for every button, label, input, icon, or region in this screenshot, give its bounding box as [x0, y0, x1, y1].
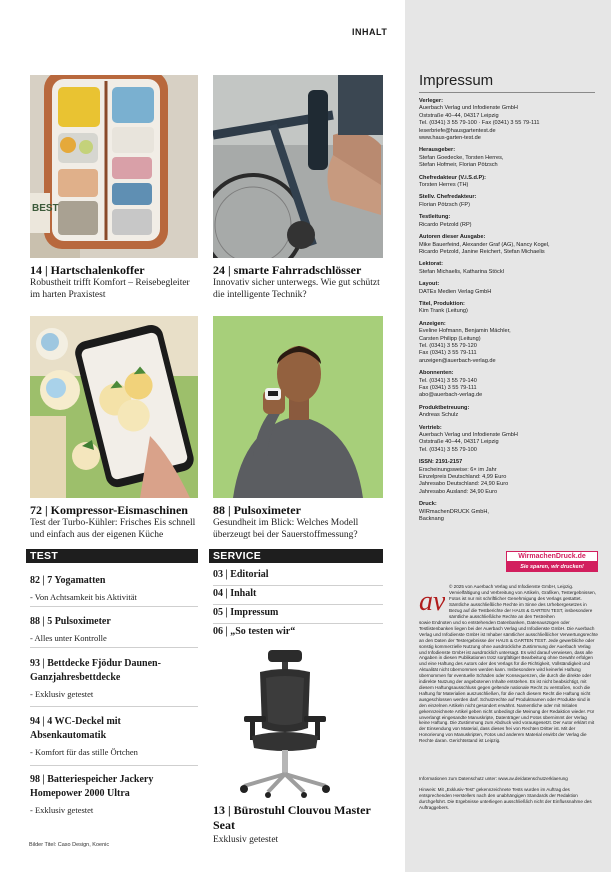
impressum-heading: Verleger:: [419, 98, 443, 104]
impressum-block: [419, 214, 599, 229]
impressum-block: [419, 98, 599, 142]
ice-cream-photo: [30, 316, 198, 498]
impressum-block: [419, 234, 599, 256]
impressum-line: Tel. (0341) 3 55 79-140: [419, 377, 477, 384]
service-item-inhalt[interactable]: 04 | Inhalt: [213, 588, 257, 599]
divider: [30, 706, 198, 707]
suitcase-brand-text: BEST: [32, 203, 59, 214]
service-section-bar: SERVICE: [209, 549, 383, 563]
impressum-heading: Druck:: [419, 501, 437, 508]
chair-illustration: [230, 650, 340, 798]
impressum-line: Stefan Goedecke, Torsten Herres,: [419, 154, 504, 161]
impressum-heading: Titel, Produktion:: [419, 300, 465, 307]
feature-title: 72 | Kompressor-Eismaschinen: [30, 503, 188, 517]
impressum-email-link[interactable]: anzeigen@auerbach-verlag.de: [419, 357, 496, 364]
toc-item-desc: - Komfort für das stille Örtchen: [30, 747, 138, 757]
legal-notice-long: sowie Endnoten und so entstehenden Datenbanken, Datenauszügen oder Testlistenbanken liegen bei der Auerbach Verlag und Infodienste GmbH. Die Auerbach Verlag und Infodienste GmbH ist Inhaber sämtlicher ausschließlicher Verwertungsrechte an den Daten der Testergebnisse der HAUS & GARTEN TEST. Jede gewerbliche oder sonstig kommerzielle Nutzung ohne ausdrückliche Zustimmung der Auerbach Verlag und Infodienste GmbH ist ausdrücklich untersagt. Es wird darauf verwiesen, dass alle Angaben in diesen Publikationen trotz sorgfältiger Bearbeitung ohne Gewähr erfolgen und eine Haftung des Autors oder des Verlags für die Richtigkeit, Vollständigkeit und Aktualität nicht übernommen werden kann. Insbesondere wird keinerlei Haftung übernommen für eventuelle Schäden oder Konsequenzen, die durch die direkte oder indirekte Nutzung der angebotenen Inhalte entstehen. Es ist nicht beabsichtigt, mit diesem Haftungsausschluss gegen geltende nationale Recht zu verstoßen, noch die Haftung für Materialien auszuschließen, für die nach diesem Recht die Haftung nicht ausgeschlossen werden darf. Schutzrechte auf Produktnamen oder Produkte sind in den einzelnen Artikeln nicht gesondert erwähnt. Namentliche oder mit Initialen gekennzeichnete Artikel geben nicht unbedingt die Meinung der Redaktion wieder. Für unverlangt eingesandte Manuskripte, Datenträger und Fotos übernimmt der Verlag keine Haftung. Die Zustimmung zum Abdruck wird vorausgesetzt. Der Autor erklärt mit der Einsendung von Material, dass dieses frei von Rechten Dritter ist. Mit der Honorierung von Manuskripten, Fotos und anderem Material erwirbt der Verlag die Rechte daran. Gerichtsstand ist Leipzig.: [419, 620, 598, 744]
feature-ice-cream-makers[interactable]: [30, 503, 198, 541]
impressum-block: [419, 281, 599, 296]
impressum-line: Kim Trank (Leitung): [419, 308, 468, 315]
feature-title: 24 | smarte Fahrradschlösser: [213, 263, 362, 277]
impressum-line: Backnang: [419, 516, 444, 523]
impressum-block: [419, 459, 599, 496]
divider: [30, 765, 198, 766]
feature-description: Exklusiv getestet: [213, 835, 279, 845]
feature-description: Test der Turbo-Kühler: Frisches Eis schnell und einfach aus der eigenen Küche: [30, 518, 196, 540]
toc-item[interactable]: [30, 574, 198, 603]
impressum-line: Andreas Schulz: [419, 412, 459, 419]
impressum-divider: [419, 92, 595, 93]
feature-pulse-oximeter[interactable]: [213, 503, 383, 541]
toc-item[interactable]: [30, 715, 198, 758]
impressum-website-link[interactable]: www.haus-garten-test.de: [419, 135, 481, 142]
test-section-bar: TEST: [26, 549, 198, 563]
ice-cream-illustration: [30, 316, 198, 498]
section-header-label: INHALT: [352, 27, 388, 37]
impressum-heading: Anzeigen:: [419, 320, 446, 327]
service-item-editorial[interactable]: 03 | Editorial: [213, 569, 269, 580]
printer-logo-tagline: Sie sparen, wir drucken!: [506, 562, 598, 572]
impressum-email-link[interactable]: leserbriefe@hausgartentest.de: [419, 127, 496, 134]
toc-item-desc: - Exklusiv getestet: [30, 689, 94, 699]
impressum-heading: Vertrieb:: [419, 424, 442, 431]
impressum-block: [419, 194, 599, 209]
feature-description: Innovativ sicher unterwegs. Wie gut schützt die intelligente Technik?: [213, 278, 380, 300]
impressum-line: Florian Pötzsch (FP): [419, 201, 470, 208]
impressum-heading: Chefredakteur (V.i.S.d.P):: [419, 174, 486, 181]
feature-office-chair[interactable]: [213, 803, 383, 847]
impressum-heading: Layout:: [419, 281, 440, 288]
toc-item[interactable]: [30, 773, 198, 816]
impressum-heading: Testleitung:: [419, 214, 451, 221]
feature-suitcase[interactable]: [30, 263, 198, 301]
toc-item-desc: - Alles unter Kontrolle: [30, 633, 107, 643]
divider: [213, 623, 383, 624]
printer-logo: [506, 551, 598, 573]
bike-lock-photo: [213, 75, 383, 258]
impressum-line: Erscheinungsweise: 6× im Jahr: [419, 466, 497, 473]
impressum-block: [419, 405, 599, 420]
divider: [213, 585, 383, 586]
impressum-line: Carsten Philipp (Leitung): [419, 335, 481, 342]
impressum-line: DATEs Medien Verlag GmbH: [419, 288, 492, 295]
toc-item-title: 98 | Batteriespeicher Jackery Homepower 2000 Ultra: [30, 774, 154, 799]
service-item-impressum[interactable]: 05 | Impressum: [213, 607, 279, 618]
toc-item-title: 88 | 5 Pulsoximeter: [30, 616, 111, 627]
impressum-line: Oststraße 40–44, 04317 Leipzig: [419, 112, 499, 119]
toc-item-title: 94 | 4 WC-Deckel mit Absenkautomatik: [30, 716, 121, 741]
exclusive-test-note: Hinweis: Mit „Exklusiv-Test“ gekennzeichnete Tests wurden im Auftrag des entsprechenden Herstellers nach den unabhängigen Standards der Redaktion durchgeführt. Die Ergebnisse unterliegen ausschließlich nicht der Einflussnahme des Auftraggebers.: [419, 786, 592, 810]
impressum-heading: Herausgeber:: [419, 147, 456, 154]
feature-title: 88 | Pulsoximeter: [213, 503, 301, 517]
feature-title: 13 | Bürostuhl Clouvou Master Seat: [213, 803, 371, 832]
divider: [30, 647, 198, 648]
toc-item[interactable]: [30, 615, 198, 644]
toc-item-desc: - Von Achtsamkeit bis Aktivität: [30, 592, 137, 602]
impressum-heading: Stellv. Chefredakteur:: [419, 194, 477, 201]
impressum-line: Mike Bauerfeind, Alexander Graf (AG), Nancy Kogel,: [419, 241, 550, 248]
impressum-line: Tel. (0341) 3 55 79-100 · Fax (0341) 3 55 79-111: [419, 120, 540, 127]
service-item-so-testen-wir[interactable]: 06 | „So testen wir“: [213, 626, 296, 637]
impressum-block: [419, 147, 599, 169]
impressum-heading: ISSN: 2191-2157: [419, 459, 463, 466]
feature-title: 14 | Hartschalenkoffer: [30, 263, 145, 277]
office-chair-photo: [230, 650, 340, 798]
impressum-heading: Autoren dieser Ausgabe:: [419, 234, 486, 241]
impressum-line: Torsten Herres (TH): [419, 182, 469, 189]
impressum-line: Einzelpreis Deutschland: 4,99 Euro: [419, 474, 507, 481]
impressum-line: Stefan Hofmeir, Florian Pötzsch: [419, 162, 498, 169]
impressum-title: Impressum: [419, 72, 494, 89]
impressum-blocks: [419, 98, 599, 529]
impressum-line: Ricardo Petzold, Janine Reichert, Stefan Michaelis: [419, 248, 545, 255]
impressum-notes: [419, 776, 599, 816]
suitcase-photo: [30, 75, 198, 258]
printer-logo-name: WirmachenDruck.de: [506, 551, 598, 562]
toc-item-desc: - Exklusiv getestet: [30, 805, 94, 815]
impressum-line: Tel. (0341) 3 55 79-120: [419, 342, 477, 349]
privacy-note: Informationen zum Datenschutz unter: www.av.de/datenschutzerklaerung: [419, 776, 568, 781]
toc-item-title: 93 | Bettdecke Fjödur Daunen-Ganzjahresbettdecke: [30, 658, 161, 683]
impressum-line: Oststraße 40–44, 04317 Leipzig: [419, 439, 499, 446]
impressum-line: Auerbach Verlag und Infodienste GmbH: [419, 432, 518, 439]
impressum-block: [419, 175, 599, 190]
impressum-block: [419, 425, 599, 455]
impressum-line: WIRmachenDRUCK GmbH,: [419, 508, 489, 515]
impressum-line: Fax (0341) 3 55 79-111: [419, 385, 477, 391]
impressum-heading: Abonnenten:: [419, 370, 454, 377]
impressum-line: Tel. (0341) 3 55 79-100: [419, 446, 477, 453]
impressum-block: [419, 301, 599, 316]
impressum-line: Fax (0341) 3 55 79-111: [419, 350, 477, 357]
feature-description: Gesundheit im Blick: Welches Modell überzeugt bei der Sauerstoffmessung?: [213, 518, 359, 540]
svg-text:av: av: [419, 586, 445, 617]
impressum-block: [419, 370, 599, 400]
impressum-line: Auerbach Verlag und Infodienste GmbH: [419, 105, 518, 112]
impressum-line: Stefan Michaelis, Katharina Stöckl: [419, 268, 504, 275]
bike-illustration: [213, 75, 383, 258]
impressum-line: Eveline Hofmann, Benjamin Mächler,: [419, 328, 511, 335]
divider: [213, 604, 383, 605]
impressum-block: [419, 261, 599, 276]
toc-item-title: 82 | 7 Yogamatten: [30, 575, 106, 586]
photo-credits: Bilder Titel: Caso Design, Koenic: [29, 842, 110, 848]
pulse-oximeter-photo: [213, 316, 383, 498]
divider: [30, 606, 198, 607]
suitcase-illustration: [30, 75, 198, 258]
impressum-heading: Lektorat:: [419, 261, 443, 268]
legal-notice-short: © 2025 von Auerbach Verlag und Infodienste GmbH, Leipzig. Vervielfältigung und Verbreitung von Artikeln, Grafiken, Testergebnissen, Fotos ist nur mit schriftlicher Genehmigung des Verlags gestattet. Sämtliche ausschließliche Rechte im Sinne des Urhebergesetzes in Bezug auf die Testberichte der HAUS & GARTEN TEST, insbesondere sämtliche ausschließliche Rechte an den Testreihen: [449, 584, 597, 619]
feature-description: Robustheit trifft Komfort – Reisebegleiter im harten Praxistest: [30, 278, 190, 300]
man-illustration: [213, 316, 383, 498]
impressum-line: Ricardo Petzold (RP): [419, 221, 472, 228]
toc-item[interactable]: [30, 657, 198, 700]
feature-bike-locks[interactable]: [213, 263, 383, 301]
impressum-heading: Produktbetreuung:: [419, 404, 470, 411]
impressum-block: [419, 501, 599, 523]
impressum-line: Jahresabo Ausland: 34,90 Euro: [419, 488, 498, 495]
impressum-email-link[interactable]: abo@auerbach-verlag.de: [419, 392, 483, 399]
auerbach-verlag-logo: [419, 586, 445, 618]
impressum-line: Jahresabo Deutschland: 24,90 Euro: [419, 481, 509, 488]
impressum-block: [419, 321, 599, 365]
